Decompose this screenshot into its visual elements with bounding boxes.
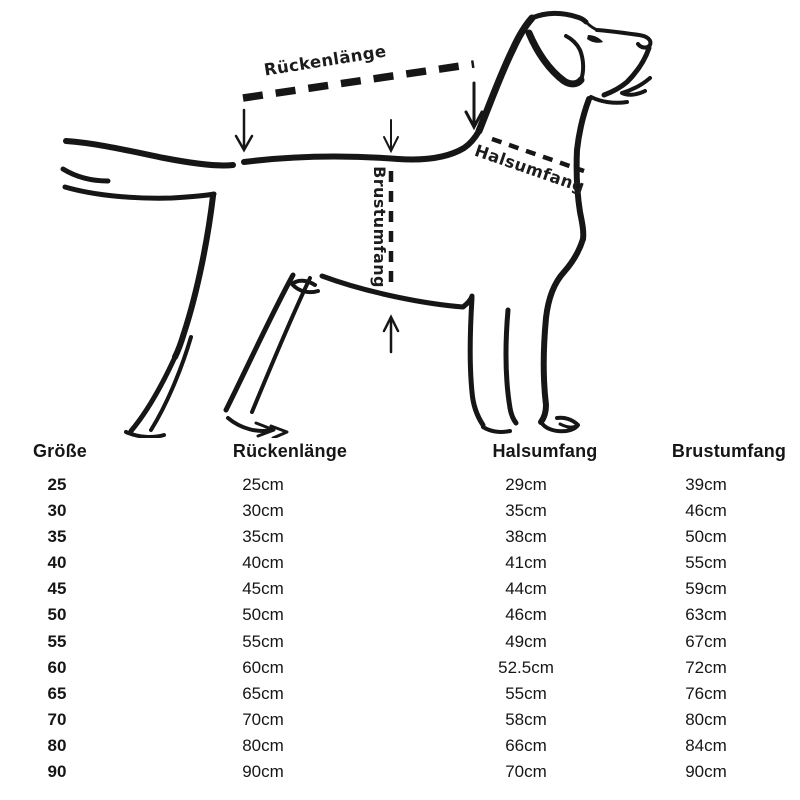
- cell-size: 50: [47, 605, 67, 625]
- dog-rear-foot-path: [126, 432, 164, 437]
- cell-chest: 63cm: [685, 605, 727, 625]
- table-row: [0, 576, 800, 602]
- dog-illustration: [63, 13, 650, 438]
- cell-back: 90cm: [242, 762, 284, 782]
- cell-back: 70cm: [242, 709, 284, 729]
- table-row: [0, 681, 800, 707]
- size-table-body: [0, 472, 800, 785]
- dog-neck-back-path: [479, 18, 532, 131]
- cell-neck: 52.5cm: [498, 657, 554, 677]
- cell-back: 55cm: [242, 631, 284, 651]
- cell-back: 45cm: [242, 579, 284, 599]
- dog-front-toe-path: [560, 424, 576, 427]
- cell-chest: 59cm: [685, 579, 727, 599]
- cell-size: 90: [47, 762, 67, 782]
- dog-tail-top-path: [66, 141, 233, 166]
- dog-muzzle-top-path: [597, 30, 639, 35]
- back-length-annotation: [236, 42, 482, 151]
- cell-chest: 72cm: [685, 657, 727, 677]
- cell-neck: 58cm: [505, 709, 547, 729]
- cell-back: 80cm: [242, 735, 284, 755]
- dog-eye-shape: [587, 35, 603, 43]
- cell-size: 70: [47, 709, 67, 729]
- size-table: [0, 438, 800, 785]
- cell-back: 25cm: [242, 475, 284, 494]
- header-groesse: Größe: [32, 441, 87, 461]
- size-table-header-row: [0, 438, 800, 464]
- chest-girth-arrow-up: [384, 317, 398, 352]
- table-row: [0, 472, 800, 498]
- dog-skull-path: [532, 13, 586, 22]
- table-row: [0, 707, 800, 733]
- cell-size: 30: [47, 501, 67, 521]
- cell-chest: 50cm: [685, 527, 727, 547]
- cell-chest: 76cm: [685, 683, 727, 703]
- dog-ear-inner-path: [566, 36, 583, 80]
- table-row: [0, 733, 800, 759]
- header-brustumfang: Brustumfang: [671, 441, 787, 461]
- table-row: [0, 655, 800, 681]
- dog-muzzle-front-path: [604, 48, 649, 95]
- table-row: [0, 524, 800, 550]
- table-row: [0, 498, 800, 524]
- cell-size: 80: [47, 735, 67, 755]
- table-row: [0, 550, 800, 576]
- dog-farleg-front-path: [470, 298, 483, 425]
- dog-rearleg-back-path: [151, 337, 191, 430]
- table-row: [0, 759, 800, 785]
- cell-neck: 55cm: [505, 683, 547, 703]
- cell-back: 35cm: [242, 527, 284, 547]
- table-row: [0, 629, 800, 655]
- cell-chest: 55cm: [685, 553, 727, 573]
- dog-belly-path: [322, 276, 472, 307]
- cell-chest: 46cm: [685, 501, 727, 521]
- back-length-arrow-left: [236, 110, 252, 150]
- chest-girth-label: Brustumfang: [370, 166, 389, 288]
- back-length-label: Rückenlänge: [262, 41, 388, 80]
- cell-neck: 35cm: [505, 501, 547, 521]
- header-rueckenlaenge: Rückenlänge: [232, 441, 348, 461]
- cell-chest: 84cm: [685, 735, 727, 755]
- cell-size: 65: [47, 683, 67, 703]
- cell-back: 50cm: [242, 605, 284, 625]
- cell-neck: 29cm: [505, 475, 547, 494]
- cell-size: 40: [47, 553, 67, 573]
- table-row: [0, 602, 800, 628]
- cell-size: 60: [47, 657, 67, 677]
- cell-neck: 44cm: [505, 579, 547, 599]
- cell-size: 55: [47, 631, 67, 651]
- cell-neck: 66cm: [505, 735, 547, 755]
- back-length-arrow-middle: [384, 120, 398, 151]
- cell-chest: 90cm: [685, 762, 727, 782]
- cell-neck: 41cm: [505, 553, 547, 573]
- dog-tail-underside-path: [63, 169, 108, 181]
- cell-back: 60cm: [242, 657, 284, 677]
- dog-toe-mark2-path: [271, 426, 287, 438]
- cell-neck: 70cm: [505, 762, 547, 782]
- cell-neck: 49cm: [505, 631, 547, 651]
- dog-frontleg-back-path: [506, 310, 516, 423]
- dog-chest-frontleg-path: [541, 239, 583, 422]
- cell-neck: 38cm: [505, 527, 547, 547]
- cell-size: 45: [47, 579, 67, 599]
- neck-girth-label: Halsumfang: [472, 141, 588, 197]
- cell-back: 40cm: [242, 553, 284, 573]
- cell-back: 30cm: [242, 501, 284, 521]
- dog-tail-base-path: [65, 187, 214, 198]
- cell-chest: 67cm: [685, 631, 727, 651]
- dog-far-front-foot-path: [483, 427, 510, 432]
- neck-girth-annotation: [472, 139, 587, 197]
- dog-chin-path: [591, 97, 627, 103]
- cell-neck: 46cm: [505, 605, 547, 625]
- dog-near-foot-path: [228, 418, 272, 431]
- header-halsumfang: Halsumfang: [492, 441, 598, 461]
- cell-back: 65cm: [242, 683, 284, 703]
- cell-chest: 80cm: [685, 709, 727, 729]
- cell-size: 25: [47, 475, 67, 494]
- cell-chest: 39cm: [685, 475, 727, 494]
- dog-back-path: [244, 131, 479, 162]
- chest-girth-annotation: [370, 166, 398, 352]
- cell-size: 35: [47, 527, 67, 547]
- dog-rear-thigh-path: [175, 196, 213, 357]
